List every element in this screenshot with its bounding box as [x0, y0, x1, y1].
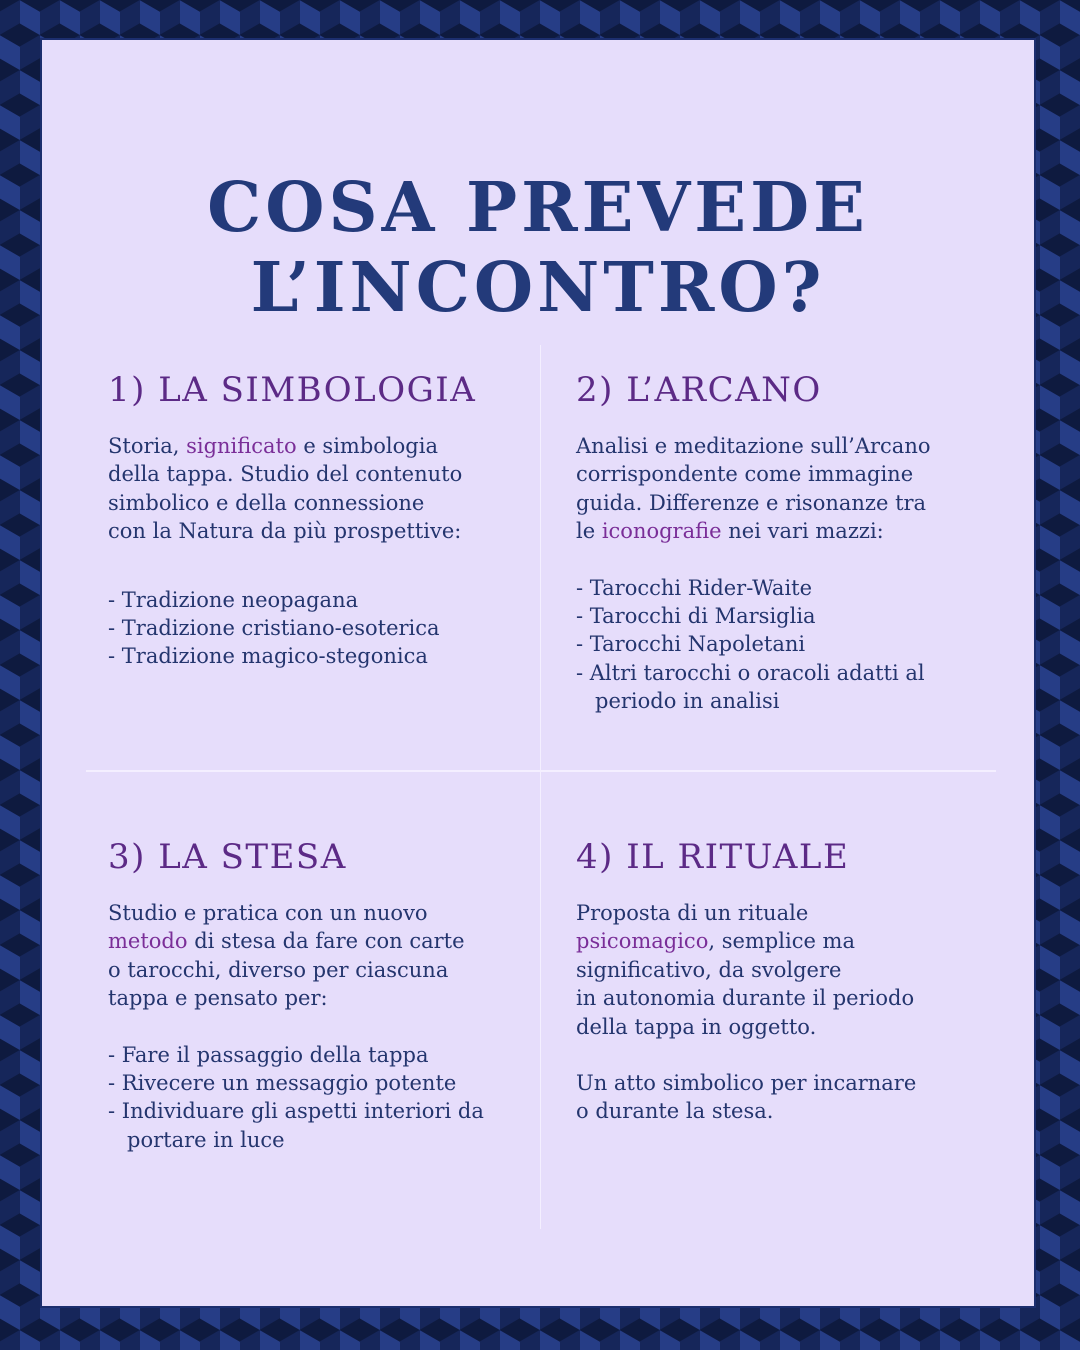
bullet-list — [108, 1041, 508, 1155]
section-heading: 4) IL RITUALE — [576, 837, 850, 877]
horizontal-divider — [86, 770, 996, 772]
highlight-word: significato — [186, 434, 297, 458]
section-description: Proposta di un rituale psicomagico, semplice ma significativo, da svolgere in autonomia durante il periodo della tappa in oggetto. — [576, 901, 915, 1039]
content-panel — [40, 38, 1036, 1308]
highlight-word: metodo — [108, 929, 188, 954]
section-heading: 2) L’ARCANO — [576, 370, 822, 410]
section-simbologia — [108, 370, 508, 671]
vertical-divider — [540, 345, 541, 1229]
section-stesa — [108, 837, 508, 1154]
section-rituale — [576, 837, 976, 1126]
list-item: - Tradizione cristiano-esoterica — [108, 616, 440, 641]
title-line-1: COSA PREVEDE — [207, 168, 869, 248]
section-description: Analisi e meditazione sull’Arcano corrispondente come immagine guida. Differenze e risonanze tra le iconografie nei vari mazzi: — [576, 434, 931, 544]
list-item: - Rivecere un messaggio potente — [108, 1071, 457, 1096]
section-heading: 3) LA STESA — [108, 837, 347, 877]
bullet-list — [108, 586, 508, 671]
list-item: - Tarocchi di Marsiglia — [576, 604, 816, 629]
page-title — [42, 168, 1034, 328]
section-description: Storia, significato e simbologia della tappa. Studio del contenuto simbolico e della connessione con la Natura da più prospettive: — [108, 434, 463, 544]
list-item: - Altri tarocchi o oracoli adatti al periodo in analisi — [576, 660, 925, 714]
section-arcano — [576, 370, 976, 716]
section-heading: 1) LA SIMBOLOGIA — [108, 370, 477, 410]
section-description: Studio e pratica con un nuovo metodo di stesa da fare con carte o tarocchi, diverso per ciascuna tappa e pensato per: — [108, 901, 465, 1011]
list-item: - Tarocchi Napoletani — [576, 632, 806, 657]
highlight-word: iconografie — [601, 519, 722, 544]
list-item: - Tradizione neopagana — [108, 587, 359, 612]
list-item: - Fare il passaggio della tappa — [108, 1042, 429, 1067]
list-item: - Individuare gli aspetti interiori da portare in luce — [108, 1099, 484, 1152]
section-extra-text: Un atto simbolico per incarnare o durante la stesa. — [576, 1071, 917, 1124]
bullet-list — [576, 574, 976, 716]
highlight-word: psicomagico — [576, 929, 709, 954]
title-line-2: L’INCONTRO? — [250, 248, 826, 328]
list-item: - Tarocchi Rider-Waite — [576, 575, 813, 600]
list-item: - Tradizione magico-stegonica — [108, 644, 428, 669]
